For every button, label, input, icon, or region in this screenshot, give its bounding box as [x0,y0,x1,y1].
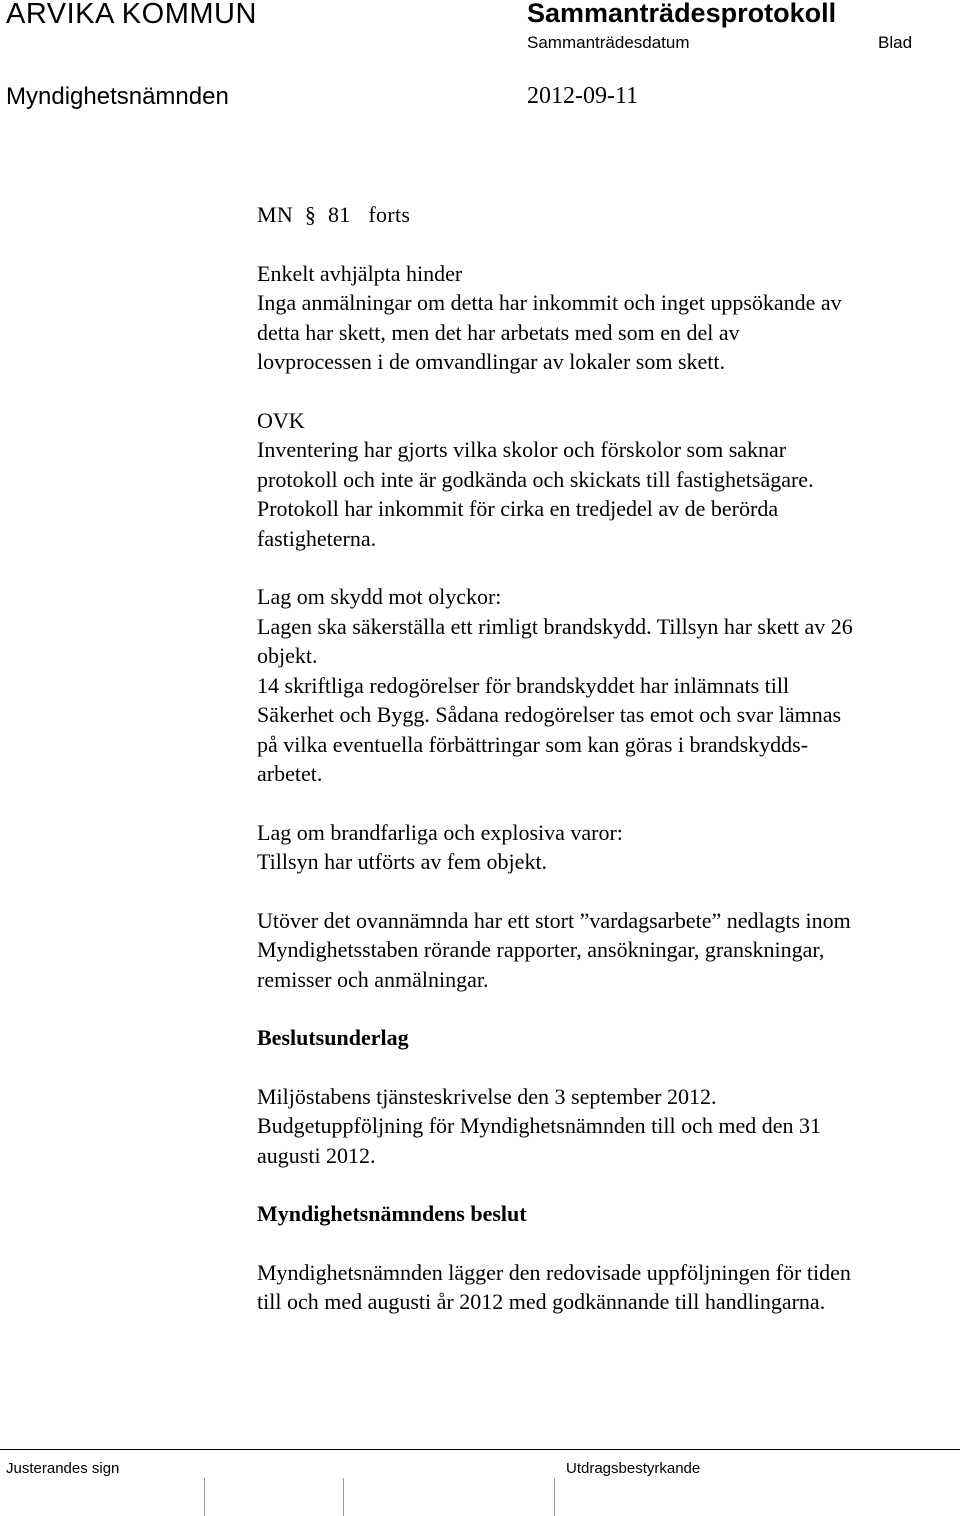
meeting-date: 2012-09-11 [527,83,639,109]
paragraph-accessibility [257,259,957,377]
extract-certification-label: Utdragsbestyrkande [566,1460,701,1477]
paragraph-line: objekt. [257,643,318,668]
paragraph-line: Lag om brandfarliga och explosiva varor: [257,819,623,845]
paragraph-line: fastigheterna. [257,525,377,551]
paragraph-line: Budgetuppföljning för Myndighetsnämnden till och med den 31 [257,1113,821,1138]
paragraph-line: OVK [257,407,305,433]
section-prefix: MN [257,202,294,227]
paragraph-line: Myndighetsstaben rörande rapporter, ansökningar, granskningar, [257,937,825,962]
document-title: Sammanträdesprotokoll [527,0,837,28]
section-number: 81 [328,202,351,227]
heading-board-decision: Myndighetsnämndens beslut [257,1201,527,1226]
paragraph-line: remisser och anmälningar. [257,966,489,992]
document-body [257,200,957,1317]
paragraph-line: Inga anmälningar om detta har inkommit och inget uppsökande av [257,290,842,315]
section-reference [257,200,957,230]
sheet-label: Blad [878,33,913,52]
signature-box-divider [343,1478,344,1516]
paragraph-line: Myndighetsnämnden lägger den redovisade uppföljningen för tiden [257,1259,851,1285]
board-name: Myndighetsnämnden [6,83,229,110]
section-symbol: § [304,202,317,227]
signature-box-divider [204,1478,205,1516]
paragraph-line: augusti 2012. [257,1142,376,1168]
paragraph-accident-protection [257,582,957,789]
paragraph-decision-basis [257,1082,957,1171]
paragraph-line: Lag om skydd mot olyckor: [257,584,502,609]
paragraph-board-decision [257,1258,957,1317]
paragraph-line: Protokoll har inkommit för cirka en tredjedel av de berörda [257,496,779,521]
paragraph-line: protokoll och inte är godkända och skickats till fastighetsägare. [257,466,814,492]
paragraph-line: lovprocessen i de omvandlingar av lokaler som skett. [257,349,725,374]
paragraph-line: Lagen ska säkerställa ett rimligt brandskydd. Tillsyn har skett av 26 [257,613,853,639]
footer-rule [0,1449,960,1450]
paragraph-line: 14 skriftliga redogörelser för brandskyddet har inlämnats till [257,672,790,698]
paragraph-line: detta har skett, men det har arbetats med som en del av [257,319,740,345]
meeting-date-label: Sammanträdesdatum [527,33,690,52]
paragraph-line: Säkerhet och Bygg. Sådana redogörelser tas emot och svar lämnas [257,702,842,727]
paragraph-line: Enkelt avhjälpta hinder [257,260,463,286]
paragraph-line: till och med augusti år 2012 med godkännande till handlingarna. [257,1289,826,1314]
section-suffix: forts [368,202,411,227]
paragraph-flammable-goods [257,818,957,877]
justification-signature-label: Justerandes sign [6,1460,120,1477]
paragraph-ovk [257,406,957,554]
signature-box-divider [554,1478,555,1516]
heading-decision-basis: Beslutsunderlag [257,1025,409,1050]
paragraph-line: på vilka eventuella förbättringar som kan göras i brandskydds- [257,731,809,757]
paragraph-line: Tillsyn har utförts av fem objekt. [257,849,548,874]
paragraph-line: arbetet. [257,761,323,786]
organization-name: ARVIKA KOMMUN [6,0,257,30]
paragraph-line: Miljöstabens tjänsteskrivelse den 3 september 2012. [257,1083,717,1109]
paragraph-everyday-work [257,906,957,995]
paragraph-line: Utöver det ovannämnda har ett stort ”vardagsarbete” nedlagts inom [257,907,851,933]
paragraph-line: Inventering har gjorts vilka skolor och förskolor som saknar [257,437,787,462]
